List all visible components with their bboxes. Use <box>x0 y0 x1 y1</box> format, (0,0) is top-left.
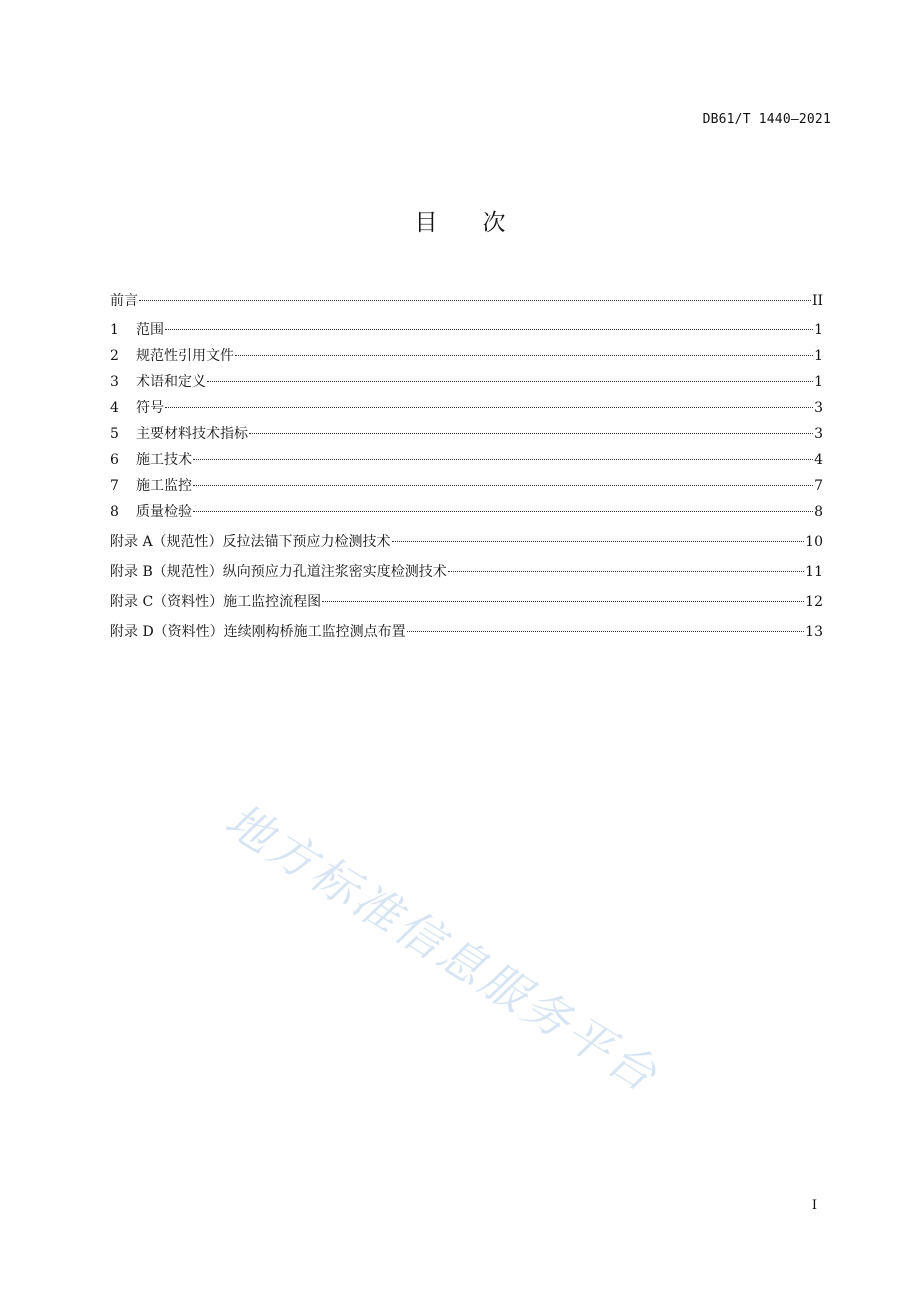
toc-entry-label: 范围 <box>136 322 164 338</box>
page-number: I <box>811 1198 817 1213</box>
toc-entry-appendix-c[interactable] <box>110 592 823 622</box>
toc-entry-label: 前言 <box>110 293 138 309</box>
toc-entry-4[interactable] <box>110 398 823 424</box>
leader-dots <box>193 484 813 486</box>
toc-entry-label: 施工监控 <box>136 478 192 494</box>
document-code: DB61/T 1440—2021 <box>702 112 831 127</box>
toc-entry-label: 主要材料技术指标 <box>136 426 248 442</box>
toc-entry-label: 附录 A（规范性）反拉法锚下预应力检测技术 <box>110 534 391 550</box>
leader-dots <box>448 570 804 572</box>
leader-dots <box>207 380 813 382</box>
toc-entry-page: 11 <box>805 564 823 580</box>
toc-entry-number: 3 <box>110 374 119 390</box>
toc-entry-foreword[interactable] <box>110 291 823 320</box>
toc-entry-page: 1 <box>814 322 823 338</box>
toc-entry-page: II <box>811 293 823 309</box>
leader-dots <box>322 600 804 602</box>
toc-entry-label: 符号 <box>136 400 164 416</box>
leader-dots <box>392 540 805 542</box>
leader-dots <box>139 299 811 301</box>
toc-entry-appendix-d[interactable] <box>110 622 823 652</box>
toc-entry-8[interactable] <box>110 502 823 532</box>
leader-dots <box>193 458 813 460</box>
toc-entry-6[interactable] <box>110 450 823 476</box>
toc-entry-page: 10 <box>805 534 823 550</box>
table-of-contents <box>110 291 823 652</box>
toc-entry-page: 13 <box>805 624 823 640</box>
toc-entry-number: 4 <box>110 400 119 416</box>
toc-entry-2[interactable] <box>110 346 823 372</box>
watermark-text: 地方标准信息服务平台 <box>216 792 669 1104</box>
toc-entry-number: 5 <box>110 426 119 442</box>
page-title <box>0 204 920 237</box>
toc-entry-number: 7 <box>110 478 119 494</box>
toc-entry-page: 4 <box>814 452 823 468</box>
toc-entry-appendix-a[interactable] <box>110 532 823 562</box>
title-char-1: 目 <box>414 210 438 236</box>
leader-dots <box>193 510 813 512</box>
leader-dots <box>407 630 804 632</box>
toc-entry-label: 附录 C（资料性）施工监控流程图 <box>110 594 322 610</box>
leader-dots <box>235 354 813 356</box>
toc-entry-7[interactable] <box>110 476 823 502</box>
toc-entry-number: 2 <box>110 348 119 364</box>
toc-entry-label: 术语和定义 <box>136 374 206 390</box>
toc-entry-page: 1 <box>814 374 823 390</box>
toc-entry-1[interactable] <box>110 320 823 346</box>
leader-dots <box>249 432 813 434</box>
toc-entry-page: 8 <box>814 504 823 520</box>
toc-entry-label: 附录 D（资料性）连续刚构桥施工监控测点布置 <box>110 624 406 640</box>
title-char-2: 次 <box>482 210 506 236</box>
toc-entry-5[interactable] <box>110 424 823 450</box>
toc-entry-number: 8 <box>110 504 119 520</box>
toc-entry-label: 施工技术 <box>136 452 192 468</box>
toc-entry-label: 质量检验 <box>136 504 192 520</box>
toc-entry-label: 附录 B（规范性）纵向预应力孔道注浆密实度检测技术 <box>110 564 447 580</box>
toc-entry-page: 3 <box>814 400 823 416</box>
toc-entry-3[interactable] <box>110 372 823 398</box>
toc-entry-page: 3 <box>814 426 823 442</box>
toc-entry-label: 规范性引用文件 <box>136 348 234 364</box>
toc-entry-page: 12 <box>805 594 823 610</box>
toc-entry-page: 1 <box>814 348 823 364</box>
leader-dots <box>165 328 813 330</box>
toc-entry-page: 7 <box>814 478 823 494</box>
toc-entry-number: 1 <box>110 322 119 338</box>
leader-dots <box>165 406 813 408</box>
toc-entry-number: 6 <box>110 452 119 468</box>
toc-entry-appendix-b[interactable] <box>110 562 823 592</box>
